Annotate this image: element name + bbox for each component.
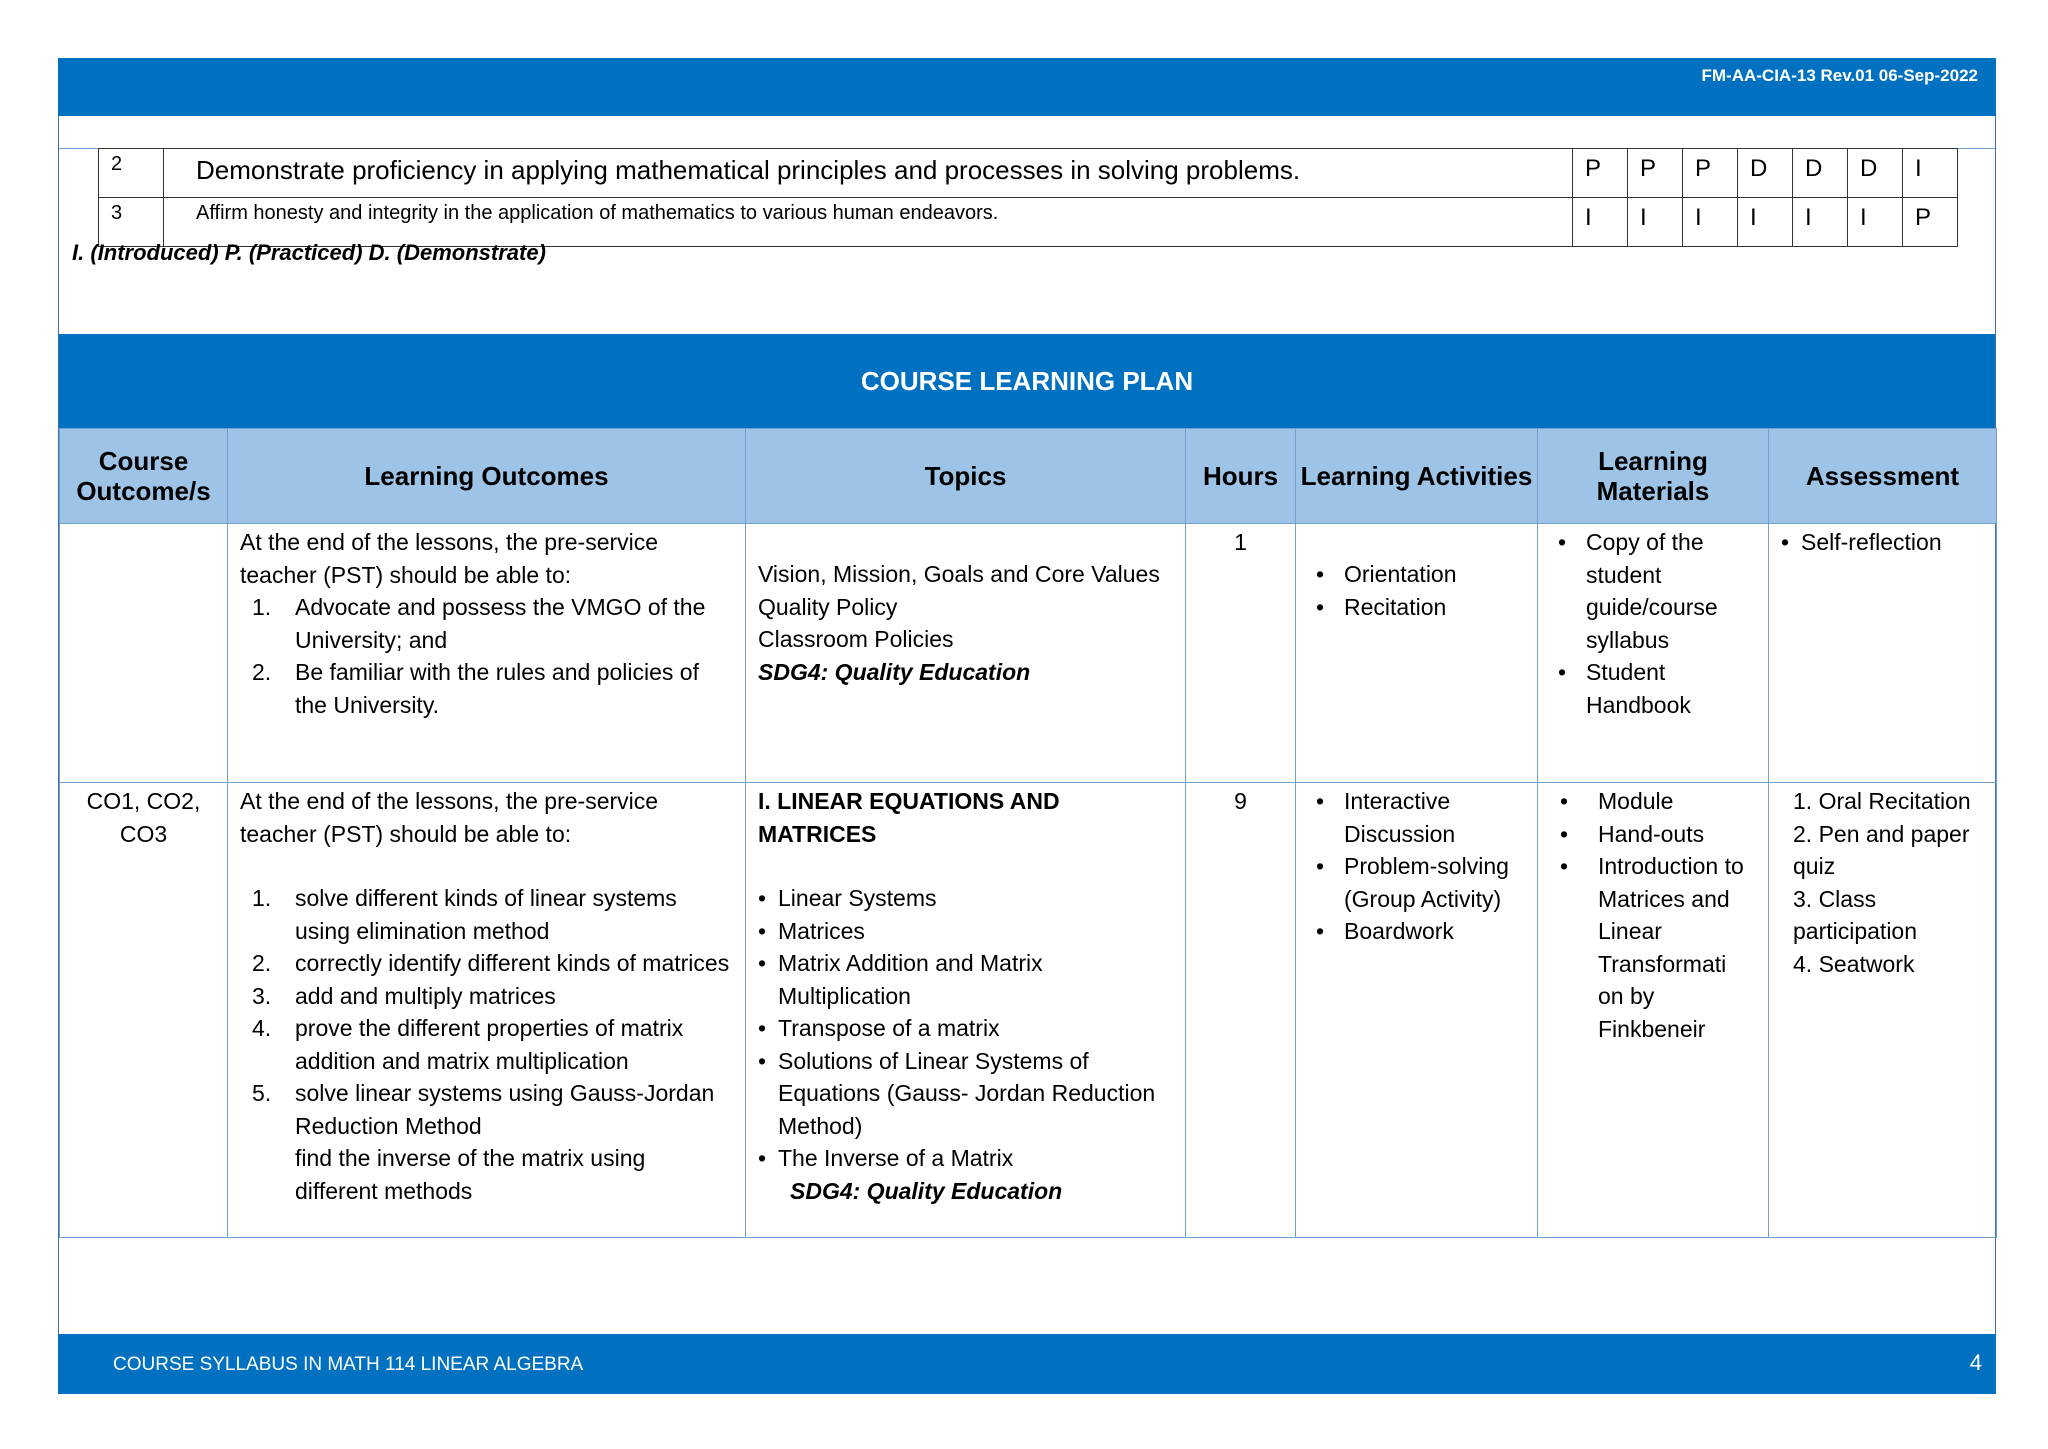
outcome-description: Affirm honesty and integrity in the application of mathematics to various human endeavors. [164, 198, 1573, 247]
learning-outcomes-intro: At the end of the lessons, the pre-service teacher (PST) should be able to: [240, 529, 659, 588]
list-item: • Hand-outs [1550, 818, 1756, 851]
topics-list [758, 882, 1173, 1175]
column-header-learning-outcomes: Learning Outcomes [228, 429, 746, 524]
column-header-course-outcome: Course Outcome/s [60, 429, 228, 524]
list-item: 4. prove the different properties of matrix addition and matrix multiplication [252, 1015, 684, 1074]
list-item: • Student Handbook [1550, 656, 1756, 721]
column-header-hours: Hours [1186, 429, 1296, 524]
program-outcomes-table [98, 148, 1958, 247]
list-item: 5. solve linear systems using Gauss-Jordan Reduction Method [252, 1080, 715, 1139]
assessment-cell [1769, 524, 1997, 783]
list-item: • Matrices [758, 915, 1173, 948]
list-item: • Self-reflection [1781, 526, 1984, 559]
materials-list [1550, 785, 1756, 1045]
level-legend: I. (Introduced) P. (Practiced) D. (Demonstrate) [72, 240, 546, 265]
list-item: 2. correctly identify different kinds of matrices [252, 950, 730, 976]
learning-outcomes-list [240, 591, 733, 721]
list-item: • Linear Systems [758, 882, 1173, 915]
column-header-assessment: Assessment [1769, 429, 1997, 524]
list-item: • Orientation [1308, 558, 1525, 591]
learning-outcomes-intro: At the end of the lessons, the pre-service teacher (PST) should be able to: [240, 788, 659, 847]
list-item: • Copy of the student guide/course syllabus [1550, 526, 1756, 656]
form-code: FM-AA-CIA-13 Rev.01 06-Sep-2022 [1701, 66, 1978, 85]
list-item: 1. Advocate and possess the VMGO of the University; and [252, 594, 706, 653]
list-item: 1. solve different kinds of linear systems using elimination method [252, 885, 677, 944]
list-item: • Boardwork [1308, 915, 1525, 948]
materials-cell [1538, 783, 1769, 1238]
assessment-list [1781, 526, 1984, 559]
outcome-level: I [1848, 198, 1903, 247]
outcome-level: I [1573, 198, 1628, 247]
learning-outcomes-cell [228, 783, 746, 1238]
plan-title: COURSE LEARNING PLAN [860, 366, 1194, 396]
assessment-item: 4. Seatwork [1793, 950, 1915, 977]
topic-item: Classroom Policies [758, 626, 954, 652]
topics-cell [746, 524, 1186, 783]
page-number: 4 [1969, 1350, 1982, 1375]
course-outcome-cell [60, 524, 228, 783]
outcome-level: I [1903, 149, 1958, 198]
table-row [60, 783, 1997, 1238]
outcome-level: D [1848, 149, 1903, 198]
list-item: • Matrix Addition and Matrix Multiplication [758, 947, 1173, 1012]
list-item: • Introduction to Matrices and Linear Transformati on by Finkbeneir [1550, 850, 1756, 1045]
list-item: • Problem-solving (Group Activity) [1308, 850, 1525, 915]
outcome-level: P [1683, 149, 1738, 198]
outcome-level: I [1628, 198, 1683, 247]
column-header-learning-activities: Learning Activities [1296, 429, 1538, 524]
outcome-level: P [1903, 198, 1958, 247]
footer-course-title: COURSE SYLLABUS IN MATH 114 LINEAR ALGEBRA [113, 1354, 584, 1375]
list-item: • Recitation [1308, 591, 1525, 624]
activities-list [1308, 558, 1525, 623]
learning-outcome-extra: find the inverse of the matrix using different methods [295, 1145, 646, 1204]
column-header-topics: Topics [746, 429, 1186, 524]
outcome-number: 3 [99, 198, 164, 247]
table-row [60, 524, 1997, 783]
course-outcome-cell: CO1, CO2, CO3 [60, 783, 228, 1238]
learning-outcomes-list [240, 882, 733, 1142]
outcome-level: D [1738, 149, 1793, 198]
materials-list [1550, 526, 1756, 721]
outcome-level: P [1573, 149, 1628, 198]
assessment-cell [1769, 783, 1997, 1238]
list-item: 3. add and multiply matrices [252, 982, 556, 1009]
column-header-learning-materials: Learning Materials [1538, 429, 1769, 524]
outcome-level: I [1738, 198, 1793, 247]
outcome-description: Demonstrate proficiency in applying mathematical principles and processes in solving problems. [164, 149, 1573, 198]
assessment-item: 1. Oral Recitation [1793, 788, 1971, 814]
outcome-level: D [1793, 149, 1848, 198]
outcome-level: I [1793, 198, 1848, 247]
list-item: • Interactive Discussion [1308, 785, 1525, 850]
topics-cell [746, 783, 1186, 1238]
hours-cell: 9 [1186, 783, 1296, 1238]
table-row [99, 149, 1958, 198]
sdg-label: SDG4: Quality Education [790, 1177, 1063, 1204]
activities-list [1308, 785, 1525, 948]
list-item: • Solutions of Linear Systems of Equations (Gauss- Jordan Reduction Method) [758, 1045, 1173, 1143]
assessment-item: 2. Pen and paper quiz [1793, 820, 1970, 879]
activities-cell [1296, 783, 1538, 1238]
outcome-number: 2 [99, 149, 164, 198]
sdg-label: SDG4: Quality Education [758, 658, 1031, 685]
materials-cell [1538, 524, 1769, 783]
outcome-level: P [1628, 149, 1683, 198]
topic-item: Quality Policy [758, 593, 898, 620]
hours-cell: 1 [1186, 524, 1296, 783]
table-header-row [60, 429, 1997, 524]
course-learning-plan-table [59, 428, 1997, 1238]
assessment-item: 3. Class participation [1793, 885, 1918, 944]
topics-heading: I. LINEAR EQUATIONS AND MATRICES [758, 788, 1060, 847]
outcome-level: I [1683, 198, 1738, 247]
list-item: 2. Be familiar with the rules and policies of the University. [252, 659, 699, 718]
list-item: • Transpose of a matrix [758, 1012, 1173, 1045]
activities-cell [1296, 524, 1538, 783]
learning-outcomes-cell [228, 524, 746, 783]
list-item: • Module [1550, 785, 1756, 818]
list-item: • The Inverse of a Matrix [758, 1142, 1173, 1175]
topic-item: Vision, Mission, Goals and Core Values [758, 561, 1160, 587]
